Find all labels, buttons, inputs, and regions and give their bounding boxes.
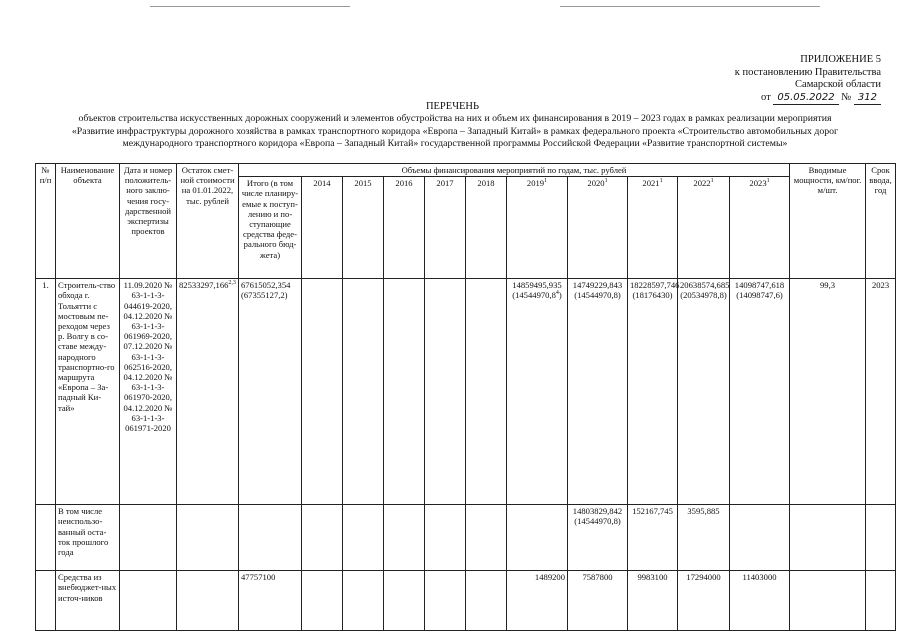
cell-capacity: 99,3 bbox=[790, 279, 866, 505]
cell-2019: 14859495,935 (14544970,8$^4$) bbox=[507, 279, 568, 505]
scan-top-line bbox=[560, 6, 820, 7]
cell-num: 1. bbox=[36, 279, 56, 505]
header-year: 2022$^1$ bbox=[678, 177, 730, 279]
cell-remaining: 82533297,166$^{2,3}$ bbox=[177, 279, 239, 505]
cell-2021: 18228597,746 (18176430) bbox=[628, 279, 678, 505]
header-remaining: Остаток смет-ной стоимости на 01.01.2022, тыс. рублей bbox=[177, 164, 239, 279]
cell-2020: 7587800 bbox=[568, 571, 628, 631]
cell-total: 67615052,354 (67355127,2) bbox=[239, 279, 302, 505]
header-year: 2018 bbox=[466, 177, 507, 279]
header-year: 2017 bbox=[425, 177, 466, 279]
financing-table bbox=[35, 163, 896, 631]
cell-2019: 1489200 bbox=[507, 571, 568, 631]
cell-2023: 14098747,618 (14098747,6) bbox=[730, 279, 790, 505]
table-row bbox=[36, 505, 896, 571]
cell-2020: 14803829,842 (14544970,8) bbox=[568, 505, 628, 571]
document-subtitle bbox=[20, 113, 890, 151]
cell-total: 47757100 bbox=[239, 571, 302, 631]
document-title: ПЕРЕЧЕНЬ bbox=[425, 101, 480, 112]
subtitle-line: объектов строительства искусственных дорожных сооружений и элементов обустройства на них и объем их финансирования в 2019 – 2023 годах в рамках реализации мероприятия bbox=[78, 113, 832, 124]
cell-2016 bbox=[384, 279, 425, 505]
cell-expertise: 11.09.2020 № 63-1-1-3-044619-2020, 04.12.2020 № 63-1-1-3-061969-2020, 07.12.2020 № 63-1-1-3-062516-2020, 04.12.2020 № 63-1-1-3-061970-2020, 04.12.2020 № 63-1-1-3-061971-2020 bbox=[120, 279, 177, 505]
cell-2021: 152167,745 bbox=[628, 505, 678, 571]
header-deadline: Срок ввода, год bbox=[866, 164, 896, 279]
appendix-block bbox=[711, 54, 881, 105]
cell-2015 bbox=[343, 279, 384, 505]
header-year: 2015 bbox=[343, 177, 384, 279]
cell-2018 bbox=[466, 279, 507, 505]
handwritten-date: 05.05.2022 bbox=[773, 92, 838, 106]
header-year: 2021$^1$ bbox=[628, 177, 678, 279]
from-prefix: от bbox=[761, 91, 771, 103]
scan-top-line bbox=[150, 6, 350, 7]
cell-2021: 9983100 bbox=[628, 571, 678, 631]
cell-name: В том числе неиспользо-ванный оста-ток прошлого года bbox=[56, 505, 120, 571]
appendix-line: ПРИЛОЖЕНИЕ 5 bbox=[800, 54, 881, 65]
cell-deadline: 2023 bbox=[866, 279, 896, 505]
appendix-line: Самарской области bbox=[795, 79, 881, 90]
subtitle-line: «Развитие инфраструктуры дорожного хозяйства в рамках транспортного коридора «Европа – Западный Китай» в рамках федерального проекта «Строительство автомобильных дорог bbox=[71, 125, 839, 137]
cell-name: Средства из внебюджет-ных источ-ников bbox=[56, 571, 120, 631]
table-row bbox=[36, 571, 896, 631]
header-capacity: Вводимые мощности, км/пог. м/шт. bbox=[790, 164, 866, 279]
cell-2023: 11403000 bbox=[730, 571, 790, 631]
header-year: 2019$^1$ bbox=[507, 177, 568, 279]
header-funding-group: Объемы финансирования мероприятий по годам, тыс. рублей bbox=[239, 164, 790, 177]
header-year: 2020$^1$ bbox=[568, 177, 628, 279]
header-total: Итого (в том числе планиру-емые к поступ-лению и по-ступающие средства феде-рального бюд-жета) bbox=[239, 177, 302, 279]
cell-2022: 3595,885 bbox=[678, 505, 730, 571]
table-row bbox=[36, 279, 896, 505]
cell-2022: 17294000 bbox=[678, 571, 730, 631]
table-header-row bbox=[36, 164, 896, 177]
cell-2017 bbox=[425, 279, 466, 505]
cell-2020: 14749229,843 (14544970,8) bbox=[568, 279, 628, 505]
appendix-line: к постановлению Правительства bbox=[734, 66, 881, 78]
number-prefix: № bbox=[841, 91, 852, 103]
cell-name: Строитель-ство обхода г. Тольятти с мостовым пе-реходом через р. Волгу в со-ставе между-народного транспортно-го маршрута «Европа – За-падный Ки-тай» bbox=[56, 279, 120, 505]
header-year: 2023$^1$ bbox=[730, 177, 790, 279]
cell-2022: 20638574,685 (20534978,8) bbox=[678, 279, 730, 505]
header-expertise: Дата и номер положитель-ного заклю-чения госу-дарственной экспертизы проектов bbox=[120, 164, 177, 279]
subtitle-line: международного транспортного коридора «Европа – Западный Китай» государственной программы Российской Федерации «Развитие транспортной системы» bbox=[122, 138, 788, 149]
header-year: 2016 bbox=[384, 177, 425, 279]
handwritten-number: 312 bbox=[854, 92, 881, 106]
cell-2014 bbox=[302, 279, 343, 505]
header-name: Наименование объекта bbox=[56, 164, 120, 279]
header-num: № п/п bbox=[36, 164, 56, 279]
header-year: 2014 bbox=[302, 177, 343, 279]
